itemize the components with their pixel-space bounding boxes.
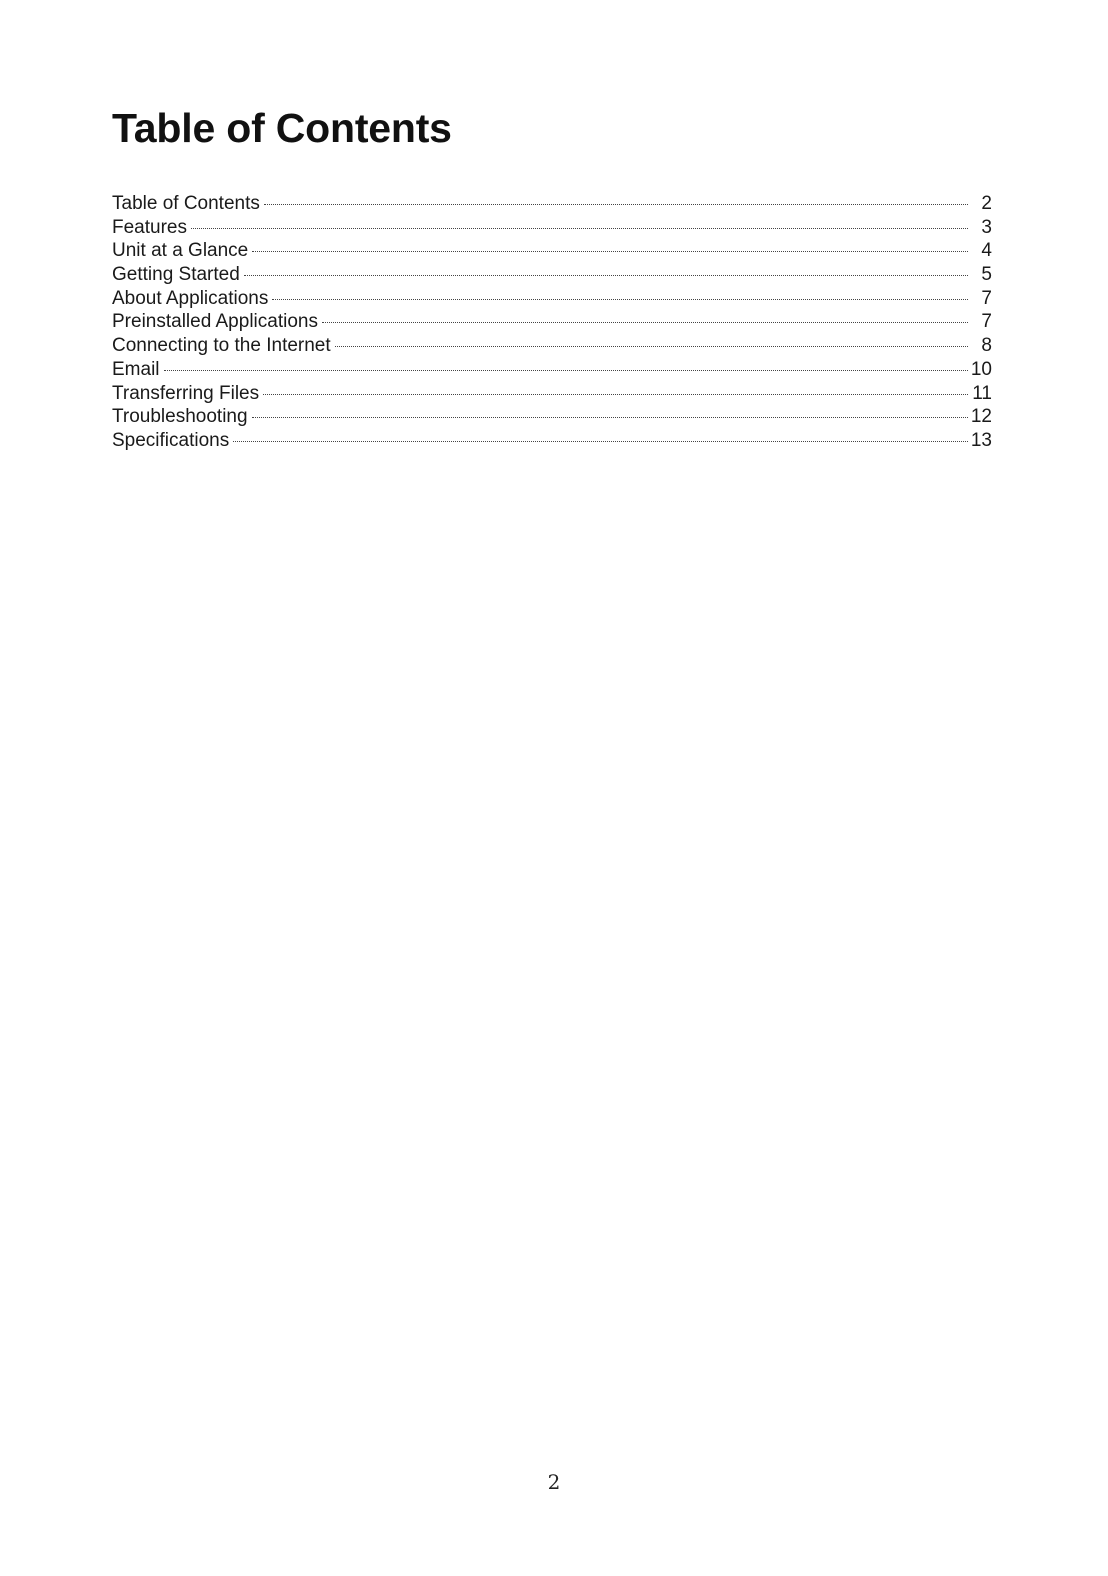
toc-entry[interactable] [112,429,992,453]
toc-entry-label: Transferring Files [112,382,260,404]
toc-entry-label: Features [112,216,187,238]
toc-entry[interactable] [112,216,992,240]
toc-entry[interactable] [112,263,992,287]
dot-leader [272,299,968,300]
dot-leader [264,204,968,205]
dot-leader [263,394,968,395]
toc-entry-page: 12 [970,406,992,428]
toc-entry-label: Troubleshooting [112,406,248,428]
toc-entry-label: Preinstalled Applications [112,311,318,333]
toc-entry[interactable] [112,287,992,311]
dot-leader [191,228,968,229]
toc-entry[interactable] [112,382,992,406]
toc-entry-label: Table of Contents [112,193,260,214]
toc-entry[interactable] [112,405,992,429]
toc-entry-page: 7 [981,287,992,309]
toc-entry-page: 10 [970,358,992,380]
dot-leader [233,441,968,442]
toc-entry[interactable] [112,334,992,358]
toc-entry-page: 11 [972,382,992,404]
toc-entry[interactable] [112,310,992,334]
toc-entry-page: 4 [981,240,992,262]
dot-leader [322,322,968,323]
toc-entry-page: 5 [981,264,992,286]
toc-entry-label: Specifications [112,429,230,451]
toc-entry-page: 8 [981,335,992,357]
toc-entry-label: Unit at a Glance [112,240,249,262]
toc-entry[interactable] [112,358,992,382]
dot-leader [164,370,968,371]
dot-leader [244,275,968,276]
dot-leader [335,346,968,347]
toc-entry[interactable] [112,192,992,216]
page-number: 2 [547,1470,561,1494]
toc-entry-page: 2 [981,193,992,214]
toc-entry-label: Connecting to the Internet [112,335,331,357]
toc-entry-page: 3 [981,216,992,238]
table-of-contents [112,192,992,453]
toc-entry-page: 7 [981,311,992,333]
dot-leader [252,417,968,418]
toc-entry-label: Email [112,358,160,380]
toc-entry-label: About Applications [112,287,269,309]
toc-entry[interactable] [112,239,992,263]
toc-entry-page: 13 [970,429,992,451]
dot-leader [252,251,968,252]
toc-entry-label: Getting Started [112,264,240,286]
page-title: Table of Contents [112,105,452,151]
